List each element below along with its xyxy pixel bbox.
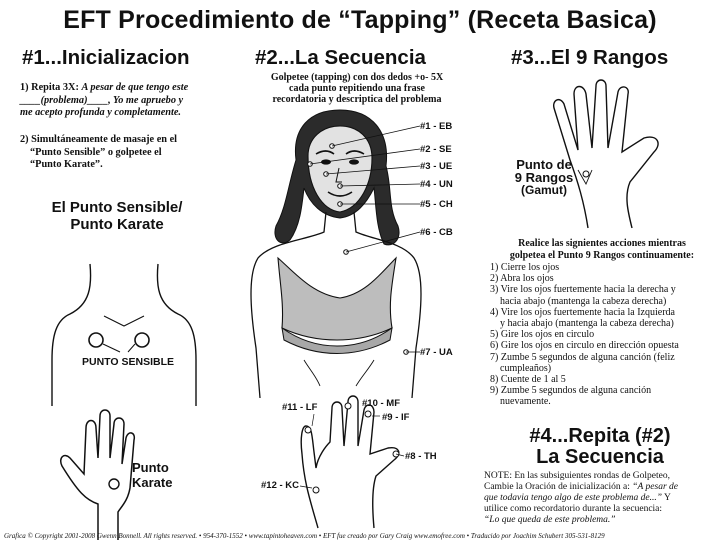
note-line5: “Lo que queda de este problema.” [484,515,616,525]
section2-heading: #2...La Secuencia [255,46,426,69]
section1-heading: #1...Inicializacion [22,46,190,69]
gamut-step-line: 1) Cierre los ojos [490,262,560,273]
point-label-kc: #12 - KC [261,480,300,491]
point-label-ua: #7 - UA [420,347,453,358]
sub-heading-line2: Punto Karate [70,216,164,233]
note-line3: Y [664,493,671,503]
gamut-step-line: 8) Cuente de 1 al 5 [490,374,566,386]
gamut-step-line: 5) Gire los ojos en circulo [490,329,595,341]
gamut-step-item [490,307,718,329]
note-line2-italic: “A pesar de [632,482,678,492]
section4-note [484,471,718,526]
section4-heading-line1: #4...Repita (#2) [529,425,671,447]
gamut-hand-illustration [548,78,678,228]
section3-intro [488,238,716,261]
step1-text-a: A pesar de que tengo este [81,82,189,93]
intro-line1: Golpetee (tapping) con dos dedos +o- 5X [270,72,444,83]
gamut-step-line: hacia abajo (mantenga la cabeza derecha) [500,295,667,307]
section3-intro-line1: Realice las signientes acciones mientras [518,238,686,249]
section3-heading: #3...El 9 Rangos [511,46,669,69]
point-label-un: #4 - UN [420,179,453,190]
step1-text-c: me acepto profunda y completamente. [20,107,182,118]
point-kc-marker [313,487,319,493]
note-line4: utilice como recordatorio durante la secuencia: [484,504,663,514]
step1-prefix: 1) Repita 3X: [20,82,79,93]
note-line1: NOTE: En las subsiguientes rondas de Golpeteo, [484,471,671,481]
point-lf-marker [305,427,311,433]
section3-intro-line2: golpetea el Punto 9 Rangos continuamente: [509,249,695,261]
point-label-lf: #11 - LF [282,402,318,413]
intro-line2: cada punto repitiendo una frase [289,83,425,94]
gamut-step-line: 4) Vire los ojos fuertemente hacia la Izquierda [490,306,675,318]
gamut-step-line: y hacia abajo (mantenga la cabeza derecha) [500,318,674,330]
gamut-step-item [490,340,718,351]
step1-blank: ____(problema)____ [20,94,109,106]
punto-sensible-label: PUNTO SENSIBLE [82,356,174,368]
gamut-step-line: 3) Vire los ojos fuertemente hacia la derecha y [490,284,676,296]
gamut-step-item [490,352,718,374]
step2-line3: “Punto Karate”. [30,159,103,170]
gamut-step-item [490,329,718,340]
point-label-eb: #1 - EB [420,121,453,132]
point-label-if: #9 - IF [382,412,410,423]
gamut-steps-list [490,262,718,408]
gamut-line1: Punto de [516,157,572,172]
page-title: EFT Procedimiento de “Tapping” (Receta Basica) [63,6,657,34]
point-mf-marker [345,403,351,409]
gamut-line3: (Gamut) [521,183,567,197]
step1-text-b: , Yo me apruebo y [108,94,184,106]
point-label-th: #8 - TH [405,451,437,462]
point-if-marker [365,411,371,417]
gamut-line2: 9 Rangos [514,170,574,185]
gamut-point-marker [583,171,589,177]
karate-label-line1: Punto [132,460,169,475]
gamut-step-line: 9) Zumbe 5 segundos de alguna canción [490,385,652,397]
gamut-step-item [490,385,718,407]
point-label-ue: #3 - UE [420,161,453,172]
note-line2: Cambie la Oración de inicialización a: [484,482,630,492]
step2-line2: “Punto Sensible” o golpetee el [30,146,162,158]
gamut-step-line: 7) Zumbe 5 segundos de alguna canción (feliz [490,351,675,363]
intro-line3: recordatoria y descriptica del problema [272,94,442,105]
step2-line1: 2) Simultáneamente de masaje en el [20,134,178,145]
point-label-se: #2 - SE [420,144,452,155]
point-label-ch: #5 - CH [420,199,453,210]
gamut-step-item [490,374,718,385]
sub-heading-line1: El Punto Sensible/ [51,199,183,216]
section4-heading-line2: La Secuencia [536,446,664,468]
copyright-footer: Grafica © Copyright 2001-2008 Gwenn Bonnell. All rights reserved. • 954-370-1552 • www.tapintoheaven.com • EFT fue creado por Gary Craig www.emofree.com • Traducido por Joachim Schubert 305-531-8129 [4,532,605,540]
section4-heading [500,426,700,468]
gamut-step-item [490,262,718,273]
gamut-step-item [490,284,718,306]
gamut-step-line: 2) Abra los ojos [490,273,554,285]
gamut-label [508,158,580,197]
point-label-mf: #10 - MF [362,398,401,409]
gamut-step-line: cumpleaños) [500,362,552,374]
gamut-step-line: nuevamente. [500,396,551,408]
karate-label-line2: Karate [132,475,173,490]
gamut-step-line: 6) Gire los ojos en circulo en dirección opuesta [490,340,679,352]
note-line3-italic: que todavia tengo algo de este problema de...” [484,493,663,503]
gamut-step-item [490,273,718,284]
point-label-cb: #6 - CB [420,227,453,238]
